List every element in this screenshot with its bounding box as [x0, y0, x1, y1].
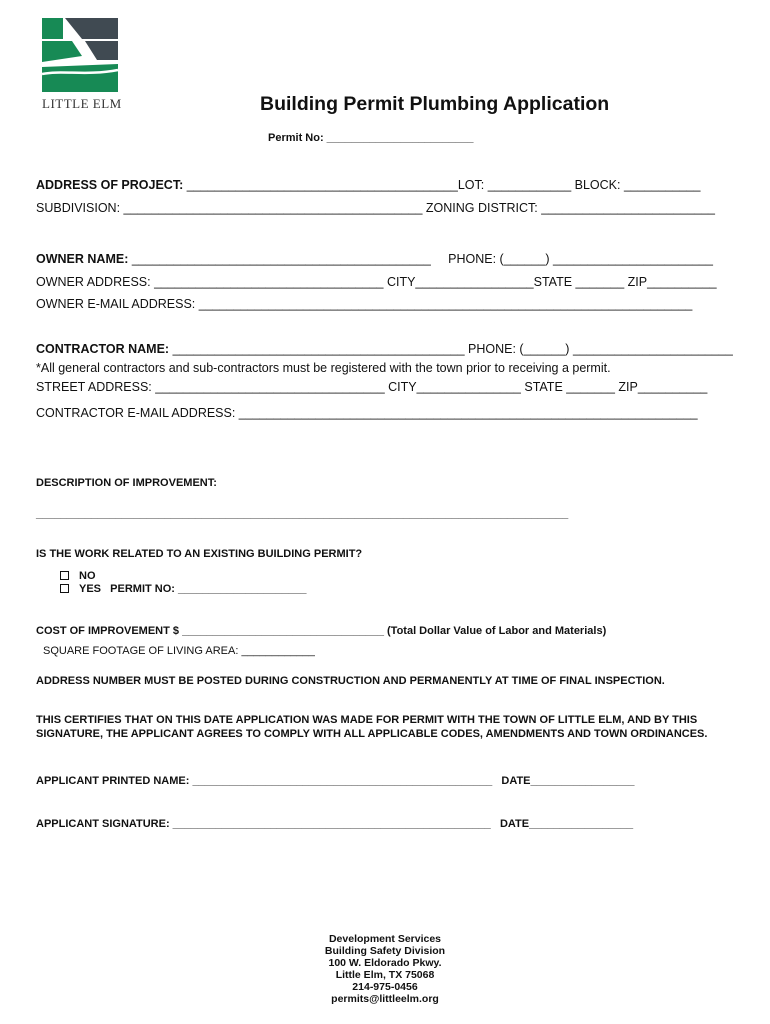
description-field[interactable]: _______________________________________________________________________________________ — [36, 508, 569, 520]
footer-email[interactable]: permits@littleelm.org — [331, 993, 439, 1005]
applicant-signature-row[interactable]: APPLICANT SIGNATURE: ____________________________________________________ DATE_________________ — [36, 818, 634, 830]
option-no[interactable] — [60, 570, 96, 582]
project-address-field[interactable]: _______________________________________LOT: ____________ BLOCK: ___________ — [186, 178, 701, 192]
contractor-name-row[interactable] — [36, 342, 733, 356]
project-address-row[interactable] — [36, 178, 700, 192]
contractor-name-field[interactable]: __________________________________________ PHONE: (______) _______________________ — [172, 342, 733, 356]
address-notice: ADDRESS NUMBER MUST BE POSTED DURING CONSTRUCTION AND PERMANENTLY AT TIME OF FINAL INSPECTION. — [36, 675, 665, 687]
cost-row[interactable]: COST OF IMPROVEMENT $ _________________________________ (Total Dollar Value of Labor and Materials) — [36, 625, 607, 637]
checkbox-no[interactable] — [60, 571, 69, 580]
footer-line-4: Little Elm, TX 75068 — [335, 969, 435, 981]
owner-name-label: OWNER NAME: — [36, 252, 129, 266]
contractor-email-row[interactable]: CONTRACTOR E-MAIL ADDRESS: __________________________________________________________________ — [36, 406, 698, 420]
sqft-row[interactable]: SQUARE FOOTAGE OF LIVING AREA: ____________ — [43, 645, 315, 657]
contractor-street-row[interactable]: STREET ADDRESS: _________________________________ CITY_______________ STATE _______ ZIP__________ — [36, 380, 708, 394]
contractor-note: *All general contractors and sub-contractors must be registered with the town prior to receiving a permit. — [36, 361, 611, 375]
project-address-label: ADDRESS OF PROJECT: — [36, 178, 184, 192]
footer-line-2: Building Safety Division — [324, 945, 446, 957]
applicant-printed-name-row[interactable]: APPLICANT PRINTED NAME: _________________________________________________ DATE_________________ — [36, 775, 635, 787]
existing-permit-question: IS THE WORK RELATED TO AN EXISTING BUILDING PERMIT? — [36, 548, 363, 560]
checkbox-yes[interactable] — [60, 584, 69, 593]
footer-line-1: Development Services — [328, 933, 442, 945]
page-title: Building Permit Plumbing Application — [260, 93, 610, 115]
owner-name-field[interactable]: ___________________________________________ PHONE: (______) _______________________ — [131, 252, 713, 266]
owner-address-row[interactable]: OWNER ADDRESS: _________________________________ CITY_________________STATE _______ ZIP__________ — [36, 275, 717, 289]
option-no-label: NO — [79, 570, 96, 582]
description-label: DESCRIPTION OF IMPROVEMENT: — [36, 477, 217, 489]
footer-contact — [0, 933, 770, 1005]
permit-no-field[interactable]: Permit No: ________________________ — [268, 132, 474, 144]
little-elm-logo-mark — [42, 18, 120, 94]
option-yes[interactable] — [60, 583, 306, 595]
certification-line-2: SIGNATURE, THE APPLICANT AGREES TO COMPLY WITH ALL APPLICABLE CODES, AMENDMENTS AND TOWN ORDINANCES. — [36, 728, 708, 740]
logo-text: LITTLE ELM — [42, 96, 122, 111]
certification-line-1: THIS CERTIFIES THAT ON THIS DATE APPLICATION WAS MADE FOR PERMIT WITH THE TOWN OF LITTLE ELM, AND BY THIS — [36, 714, 698, 726]
contractor-name-label: CONTRACTOR NAME: — [36, 342, 170, 356]
option-yes-label: YES PERMIT NO: _____________________ — [79, 583, 307, 595]
owner-name-row[interactable] — [36, 252, 713, 266]
footer-line-3: 100 W. Eldorado Pkwy. — [328, 957, 442, 969]
subdivision-row[interactable]: SUBDIVISION: ___________________________________________ ZONING DISTRICT: _________________________ — [36, 201, 715, 215]
owner-email-row[interactable]: OWNER E-MAIL ADDRESS: _______________________________________________________________________ — [36, 297, 693, 311]
footer-line-5: 214-975-0456 — [352, 981, 418, 993]
